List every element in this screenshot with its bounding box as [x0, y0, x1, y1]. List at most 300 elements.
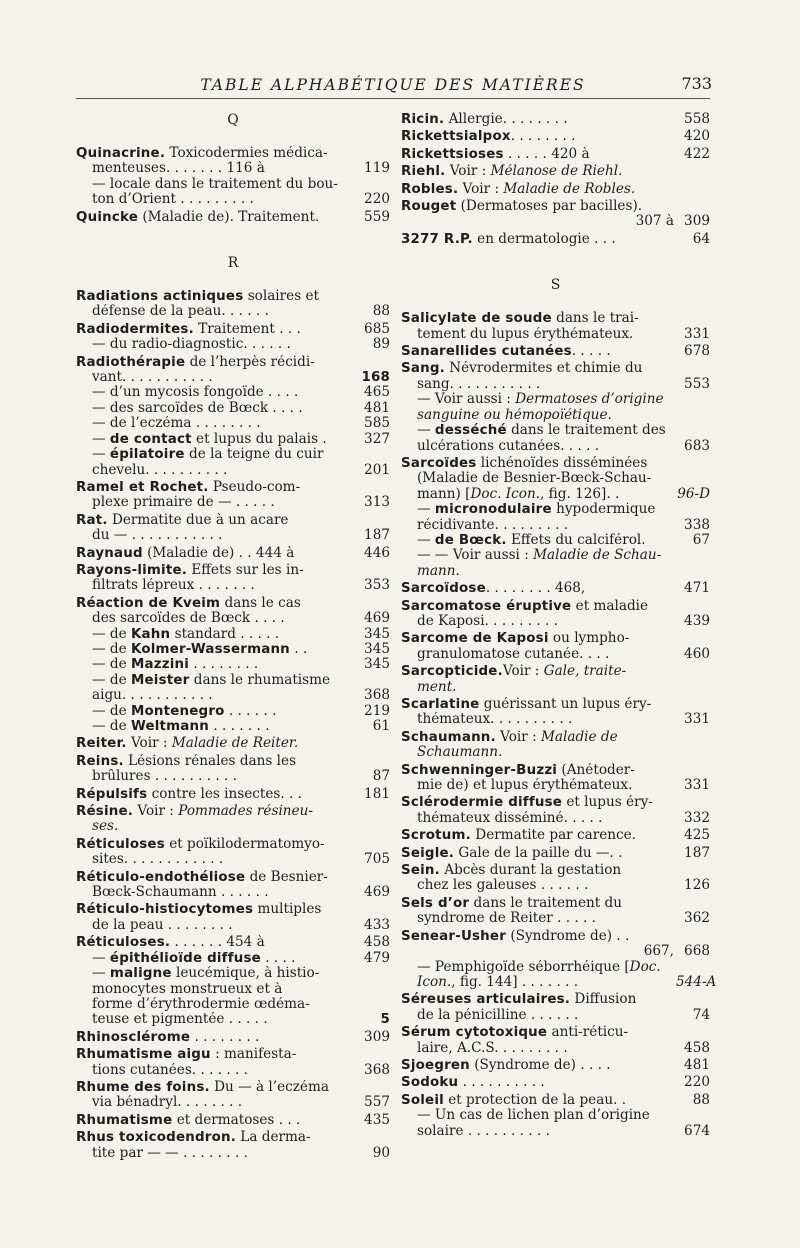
entry-keyword: de Bœck.	[434, 532, 507, 548]
page-ref: 345	[364, 656, 390, 673]
entry-line	[401, 199, 710, 214]
entry-text	[76, 596, 354, 611]
entry-description: chez les galeuses . . . . . .	[417, 878, 589, 894]
entry-line	[401, 361, 710, 376]
entry-keyword: Sein.	[401, 863, 440, 879]
page-ref: 187	[684, 844, 710, 861]
entry-reference: mann.	[417, 563, 460, 579]
entry-line	[401, 697, 710, 712]
entry-description: Gale de la paille du —. .	[454, 845, 623, 861]
entry-subline	[401, 944, 710, 959]
entry-description: (Maladie de Besnier-Bœck-Schau-	[417, 471, 652, 487]
entry-text	[401, 795, 674, 810]
entry-text	[401, 361, 674, 376]
index-entry	[76, 355, 390, 478]
entry-text	[417, 944, 674, 959]
entry-text	[92, 885, 354, 900]
entry-description: de la pénicilline . . . . . .	[417, 1007, 579, 1023]
entry-text	[92, 528, 354, 543]
entry-line	[401, 763, 710, 778]
entry-description: sites. . . . . . . . . . . .	[92, 852, 224, 868]
entry-line	[401, 599, 710, 614]
entry-keyword: Meister	[130, 672, 190, 688]
entry-text	[417, 214, 674, 229]
entry-description: Voir :	[133, 804, 179, 820]
entry-prefix: —	[92, 966, 110, 982]
entry-text	[92, 495, 354, 510]
entry-description: (Dermatoses par bacilles).	[456, 199, 643, 215]
entry-text	[417, 680, 674, 695]
page-header	[76, 74, 710, 99]
section-gap	[76, 227, 390, 255]
entry-line	[401, 1025, 710, 1040]
entry-description: via bénadryl. . . . . . . .	[92, 1095, 243, 1111]
entry-text	[92, 447, 354, 462]
entry-text	[76, 1047, 354, 1062]
entry-description: multiples	[253, 902, 322, 918]
index-entry	[401, 763, 710, 794]
entry-keyword: Rhinosclérome	[76, 1029, 191, 1045]
page-ref: 422	[684, 145, 710, 162]
entry-keyword: Sclérodermie diffuse	[401, 795, 563, 811]
entry-description: . . . . .	[571, 344, 611, 360]
page-ref: 683	[684, 437, 710, 454]
page-ref: 469	[364, 610, 390, 627]
entry-description: lichénoïdes disséminées	[476, 455, 648, 471]
entry-keyword: Radiothérapie	[76, 354, 186, 370]
entry-text	[401, 456, 674, 471]
page-ref: 439	[684, 612, 710, 629]
entry-keyword: Radiations actiniques	[76, 289, 244, 305]
entry-description: Effets sur les in-	[187, 562, 304, 578]
entry-line	[76, 1080, 390, 1095]
entry-line	[76, 480, 390, 495]
entry-description: — des sarcoïdes de Bœck . . . .	[92, 400, 303, 416]
entry-line	[401, 828, 710, 843]
entry-keyword: Quinacrine.	[76, 146, 166, 161]
page-ref: 420	[684, 128, 710, 145]
entry-description: de la peau . . . . . . . .	[92, 917, 233, 933]
entry-description: thémateux. . . . . . . . . .	[417, 712, 573, 728]
entry-text	[417, 878, 674, 893]
entry-keyword: de contact	[109, 431, 192, 447]
entry-keyword: Reins.	[76, 753, 124, 769]
entry-text	[92, 385, 354, 400]
entry-reference: Maladie de	[540, 729, 618, 745]
entry-subline	[76, 951, 390, 966]
entry-text	[417, 327, 674, 342]
entry-subline	[401, 502, 710, 517]
index-entry	[76, 736, 390, 751]
entry-subline	[76, 432, 390, 447]
entry-keyword: Sérum cytotoxique	[401, 1025, 548, 1041]
entry-text	[92, 1063, 354, 1078]
entry-text	[76, 754, 354, 769]
entry-subline	[401, 878, 710, 893]
entry-description: solaires et	[243, 289, 320, 305]
entry-subline	[76, 495, 390, 510]
page-ref: 90	[372, 1144, 390, 1161]
index-entry	[76, 1030, 390, 1045]
page-ref: 309	[364, 1028, 390, 1045]
index-entry	[76, 787, 390, 802]
entry-description: plexe primaire de — . . . . .	[92, 495, 275, 511]
entry-description: Dermatite par carence.	[470, 828, 636, 844]
entry-prefix: —	[92, 431, 110, 447]
entry-spacer	[401, 1139, 710, 1141]
entry-keyword: Ramel et Rochet.	[76, 479, 209, 495]
entry-text	[76, 1080, 354, 1095]
entry-subline	[76, 416, 390, 431]
entry-text	[76, 146, 354, 161]
entry-text	[417, 911, 674, 926]
entry-text	[401, 182, 674, 197]
page-ref: 181	[364, 785, 390, 802]
index-entry	[401, 232, 710, 247]
entry-subline	[76, 528, 390, 543]
entry-description: tement du lupus érythémateux.	[417, 326, 634, 342]
page-ref: 685	[364, 320, 390, 337]
entry-line	[401, 129, 710, 144]
entry-keyword: Schaumann.	[401, 729, 496, 745]
entry-description: tions cutanées. . . . . . .	[92, 1062, 248, 1078]
entry-description: . . . . . . . . . .	[458, 1075, 545, 1091]
entry-reference: Gale, traite-	[543, 664, 627, 680]
entry-line	[76, 1047, 390, 1062]
entry-line	[76, 146, 390, 161]
page-ref: 479	[364, 949, 390, 966]
index-entry	[401, 631, 710, 662]
entry-text	[417, 439, 674, 454]
entry-line	[401, 1075, 710, 1090]
entry-prefix: — de	[92, 641, 131, 657]
entry-text	[401, 164, 674, 179]
entry-keyword: Mazzini	[130, 657, 190, 673]
entry-subline	[76, 1012, 390, 1027]
page-ref: 433	[364, 916, 390, 933]
index-entry	[76, 935, 390, 1027]
index-entry	[401, 928, 717, 991]
entry-description: . . . . . .	[224, 703, 277, 719]
entry-description: Voir :	[495, 729, 541, 745]
entry-keyword: Rayons-limite.	[76, 562, 188, 578]
entry-text	[401, 599, 674, 614]
index-entry	[401, 846, 710, 861]
entry-subline	[401, 564, 710, 579]
entry-description: guérissant un lupus éry-	[479, 697, 652, 712]
entry-line	[401, 1093, 710, 1108]
entry-description: Toxicodermies médica-	[165, 146, 328, 161]
entry-description: La derma-	[235, 1130, 311, 1146]
entry-subline	[401, 518, 710, 533]
entry-subline	[401, 1008, 710, 1023]
entry-description: — Un cas de lichen plan d’origine	[417, 1108, 650, 1124]
entry-description: . . . . . 420 à	[503, 146, 590, 162]
entry-text	[401, 581, 674, 596]
page-ref: 481	[364, 399, 390, 416]
entry-keyword: Raynaud	[76, 545, 143, 561]
entry-keyword: Riehl.	[401, 164, 446, 180]
entry-keyword: Rickettsialpox	[401, 129, 511, 145]
entry-keyword: micronodulaire	[434, 502, 552, 518]
index-entry	[401, 182, 710, 197]
entry-description: Lésions rénales dans les	[123, 753, 297, 769]
entry-description: (Anétoder-	[557, 762, 635, 778]
entry-description: ou lympho-	[548, 631, 630, 647]
entry-keyword: Soleil	[401, 1092, 444, 1108]
entry-text	[417, 1108, 674, 1123]
entry-keyword: Ricin.	[401, 112, 445, 127]
entry-prefix: — de	[92, 626, 131, 642]
entry-keyword: 3277 R.P.	[401, 231, 473, 247]
entry-subline	[76, 819, 390, 834]
entry-subline	[76, 447, 390, 462]
entry-text	[92, 401, 354, 416]
entry-description: Bœck-Schaumann . . . . . .	[92, 885, 269, 901]
entry-subline	[401, 439, 710, 454]
entry-text	[401, 929, 674, 944]
page-ref: 88	[692, 1091, 710, 1108]
entry-line	[76, 513, 390, 528]
page-ref: 64	[692, 230, 710, 247]
entry-text	[76, 513, 354, 528]
index-entry	[76, 902, 390, 933]
entry-line	[401, 863, 710, 878]
page-ref: 368	[364, 1061, 390, 1078]
entry-prefix: — de	[92, 657, 131, 673]
entry-description: Dermatite due à un acare	[107, 512, 289, 528]
entry-subline	[401, 471, 710, 486]
entry-keyword: Sjoegren	[401, 1057, 470, 1073]
entry-keyword: Rhus toxicodendron.	[76, 1130, 236, 1146]
entry-subline	[401, 423, 710, 438]
entry-subline	[76, 370, 390, 385]
entry-line	[401, 631, 710, 646]
entry-description: filtrats lépreux . . . . . . .	[92, 578, 255, 594]
index-entry	[76, 804, 390, 835]
entry-subline	[76, 704, 390, 719]
entry-subline	[76, 918, 390, 933]
entry-description: (Maladie de) . . 444 à	[142, 545, 295, 561]
entry-text	[76, 787, 354, 802]
entry-text	[417, 975, 674, 990]
entry-description-tail: , fig. 126]. .	[540, 486, 620, 502]
entry-keyword: Scrotum.	[401, 828, 471, 844]
entry-subline	[76, 719, 390, 734]
entry-subline	[76, 627, 390, 642]
entry-subline	[76, 657, 390, 672]
entry-description: Voir :	[445, 164, 491, 180]
entry-text	[92, 966, 354, 981]
index-entry	[76, 870, 390, 901]
entry-subline	[76, 673, 390, 688]
entry-line	[401, 147, 710, 162]
entry-description: dans le rhumatisme	[189, 672, 331, 688]
entry-keyword: Sodoku	[401, 1075, 459, 1091]
entry-line	[76, 837, 390, 852]
entry-subline	[76, 885, 390, 900]
entry-text	[92, 819, 354, 834]
entry-subline	[401, 533, 710, 548]
entry-subline	[76, 642, 390, 657]
page-ref: 471	[684, 580, 710, 597]
page-ref: 458	[684, 1039, 710, 1056]
page-ref: 219	[364, 702, 390, 719]
entry-text	[401, 147, 674, 162]
entry-description: (Maladie de). Traitement.	[138, 209, 320, 225]
entry-keyword: Réticulo-histiocytomes	[76, 902, 254, 918]
entry-keyword: Rat.	[76, 512, 108, 528]
entry-text	[401, 730, 674, 745]
entry-keyword: Sanarellides cutanées	[401, 344, 572, 360]
index-entry	[401, 664, 710, 695]
entry-text	[76, 289, 354, 304]
index-entry	[76, 480, 390, 511]
entry-text	[401, 311, 674, 326]
entry-subline	[401, 960, 710, 975]
entry-keyword: Réticulo-endothéliose	[76, 869, 246, 885]
entry-text	[92, 1095, 354, 1110]
page-ref: 368	[364, 687, 390, 704]
entry-line	[76, 355, 390, 370]
entry-description: — d’un mycosis fongoïde . . . .	[92, 385, 299, 401]
page-number: 733	[681, 74, 712, 93]
entry-description: leucémique, à histio-	[171, 966, 320, 982]
page-ref: 126	[684, 877, 710, 894]
entry-text	[401, 664, 674, 679]
entry-text	[417, 712, 674, 727]
entry-description: anti-réticu-	[547, 1025, 629, 1041]
index-entry	[76, 754, 390, 785]
entry-description: — — Voir aussi :	[417, 548, 534, 564]
index-entry	[76, 146, 390, 208]
entry-line	[76, 804, 390, 819]
entry-text	[92, 951, 354, 966]
entry-prefix: —	[92, 950, 110, 966]
entry-text	[417, 533, 674, 548]
section-letter: R	[227, 255, 239, 272]
index-entry	[401, 456, 710, 579]
entry-subline	[401, 327, 710, 342]
entry-description: solaire . . . . . . . . . .	[417, 1123, 550, 1139]
entry-text	[417, 487, 674, 502]
entry-subline	[401, 712, 710, 727]
entry-text	[92, 370, 354, 385]
entry-text	[76, 1113, 354, 1128]
entry-subline	[76, 578, 390, 593]
entry-description: de la teigne du cuir	[184, 447, 324, 463]
entry-text	[401, 232, 674, 247]
entry-line	[76, 210, 390, 225]
entry-keyword: Scarlatine	[401, 697, 480, 712]
entry-description: et lupus du palais .	[191, 431, 327, 447]
entry-description: de Besnier-	[245, 869, 328, 885]
entry-keyword: Sarcomatose éruptive	[401, 598, 572, 614]
page-ref: 469	[364, 884, 390, 901]
page-ref: 74	[692, 1006, 710, 1023]
page-ref: 678	[684, 343, 710, 360]
entry-description: ulcérations cutanées. . . . .	[417, 438, 600, 454]
entry-description: aigu. . . . . . . . . . .	[92, 688, 213, 704]
entry-keyword: Rhumatisme aigu	[76, 1047, 211, 1063]
entry-text	[76, 837, 354, 852]
entry-reference: Doc.	[629, 959, 661, 975]
entry-spacer	[76, 1161, 390, 1163]
entry-reference: Maladie de Robles.	[503, 181, 636, 197]
index-entry	[401, 129, 710, 144]
entry-text	[92, 769, 354, 784]
entry-text	[92, 997, 354, 1012]
index-entry	[76, 837, 390, 868]
entry-text	[92, 161, 354, 176]
entry-description: contre les insectes. . .	[147, 786, 302, 802]
entry-text	[76, 563, 354, 578]
entry-subline	[401, 778, 710, 793]
entry-subline	[401, 1108, 710, 1123]
entry-text	[417, 377, 674, 392]
entry-text	[92, 852, 354, 867]
entry-line	[401, 992, 710, 1007]
entry-text	[92, 657, 354, 672]
entry-description: brûlures . . . . . . . . . .	[92, 769, 237, 785]
entry-text	[417, 471, 674, 486]
entry-description: laire, A.C.S. . . . . . . . .	[417, 1040, 568, 1056]
entry-line	[401, 896, 710, 911]
page-ref: 465	[364, 384, 390, 401]
entry-subline	[76, 997, 390, 1012]
entry-line	[401, 344, 710, 359]
entry-subline	[76, 611, 390, 626]
entry-line	[401, 456, 710, 471]
index-entry	[401, 1093, 710, 1139]
entry-description: 307 à	[635, 214, 674, 230]
entry-keyword: Réticuloses.	[76, 935, 171, 951]
page-ref: 446	[364, 544, 390, 561]
entry-subline	[76, 982, 390, 997]
entry-text	[76, 804, 354, 819]
entry-description: sang. . . . . . . . . . .	[417, 376, 541, 392]
index-entry	[401, 164, 710, 179]
entry-text	[417, 564, 674, 579]
entry-prefix: —	[417, 502, 435, 518]
entry-description: Traitement . . .	[193, 321, 301, 337]
entry-description: : manifesta-	[210, 1047, 297, 1063]
entry-text	[401, 846, 674, 861]
entry-description-tail: , fig. 144] . . . . . . .	[451, 974, 579, 990]
entry-subline	[76, 1095, 390, 1110]
entry-description: ton d’Orient . . . . . . . . .	[92, 192, 254, 208]
entry-description: des sarcoïdes de Bœck . . . .	[92, 611, 285, 627]
page-ref: 331	[684, 325, 710, 342]
page-ref: 89	[372, 336, 390, 353]
page-ref: 668	[684, 943, 710, 960]
entry-subline	[401, 811, 710, 826]
entry-line	[76, 754, 390, 769]
entry-description: . . . . . . .	[209, 719, 270, 734]
entry-text	[417, 811, 674, 826]
entry-text	[401, 896, 674, 911]
entry-description: Voir :	[458, 181, 504, 197]
index-entry	[76, 1113, 390, 1128]
entry-text	[417, 1041, 674, 1056]
entry-line	[76, 787, 390, 802]
entry-keyword: épilatoire	[109, 447, 185, 463]
page-ref: 435	[364, 1111, 390, 1128]
entry-keyword: Résine.	[76, 804, 134, 820]
entry-text	[417, 408, 674, 423]
entry-subline	[76, 966, 390, 981]
entry-description: dans le traitement des	[506, 423, 666, 439]
